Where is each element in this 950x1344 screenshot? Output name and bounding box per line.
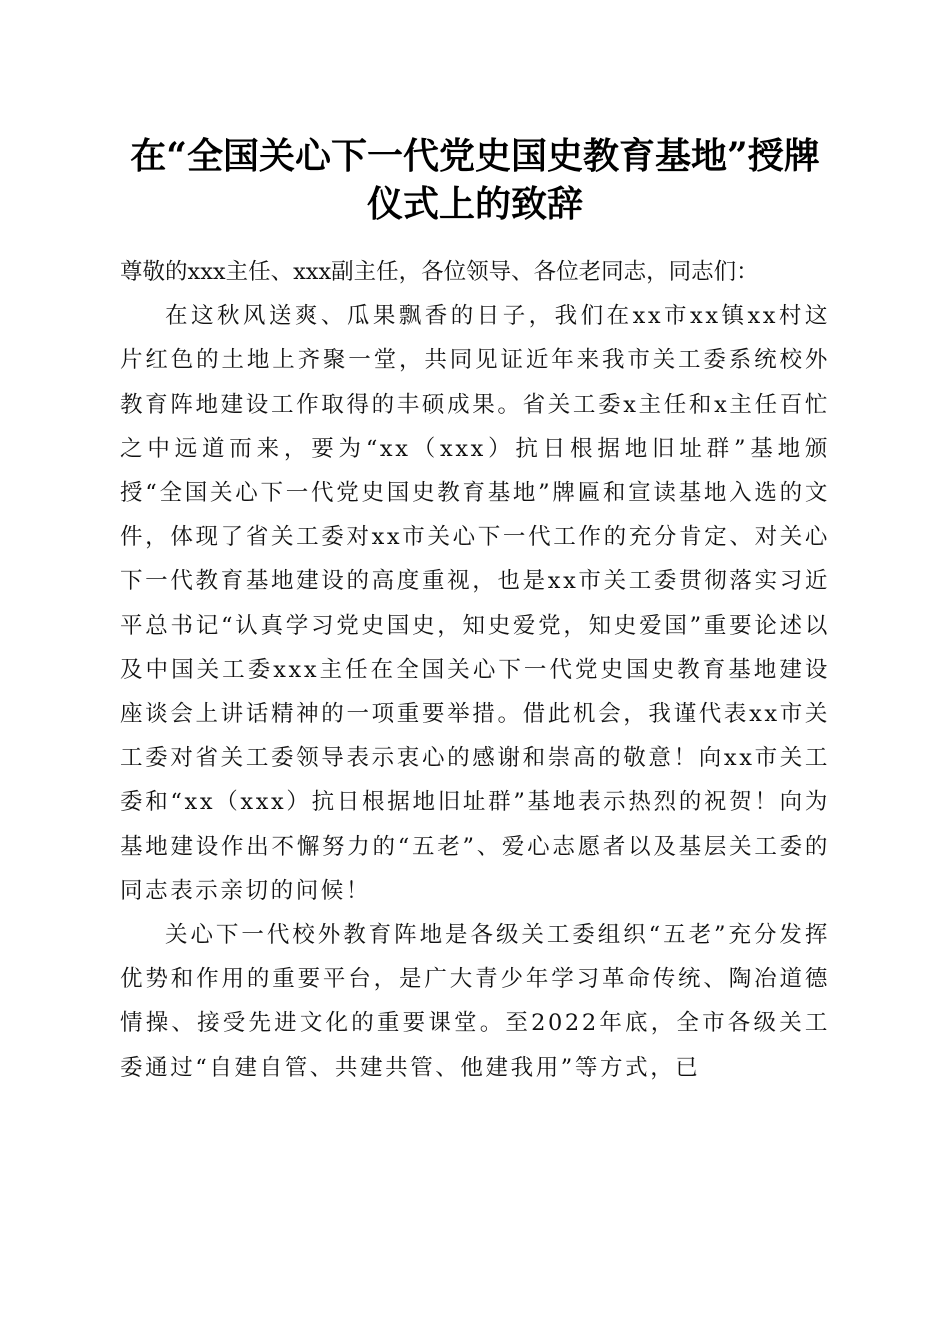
paragraph-1: 在这秋风送爽、瓜果飘香的日子，我们在xx市xx镇xx村这片红色的土地上齐聚一堂，共同见证近年来我市关工委系统校外教育阵地建设工作取得的丰硕成果。省关工委x主任和x主任百忙之中远道而来，要为“xx（xxx）抗日根据地旧址群”基地颁授“全国关心下一代党史国史教育基地”牌匾和宣读基地入选的文件，体现了省关工委对xx市关心下一代工作的充分肯定、对关心下一代教育基地建设的高度重视，也是xx市关工委贯彻落实习近平总书记“认真学习党史国史，知史爱党，知史爱国”重要论述以及中国关工委xxx主任在全国关心下一代党史国史教育基地建设座谈会上讲话精神的一项重要举措。借此机会，我谨代表xx市关工委对省关工委领导表示衷心的感谢和崇高的敬意！向xx市关工委和“xx（xxx）抗日根据地旧址群”基地表示热烈的祝贺！向为基地建设作出不懈努力的“五老”、爱心志愿者以及基层关工委的同志表示亲切的问候！	[120, 303, 830, 904]
document-title	[110, 132, 840, 228]
salutation: 尊敬的xxx主任、xxx副主任，各位领导、各位老同志，同志们：	[120, 259, 759, 285]
paragraph-2: 关心下一代校外教育阵地是各级关工委组织“五老”充分发挥优势和作用的重要平台，是广大青少年学习革命传统、陶冶道德情操、接受先进文化的重要课堂。至2022年底，全市各级关工委通过“自建自管、共建共管、他建我用”等方式，已	[120, 922, 830, 1081]
title-line-1: 在“全国关心下一代党史国史教育基地”授牌	[130, 135, 820, 177]
document-body	[120, 250, 830, 1090]
title-line-2: 仪式上的致辞	[366, 183, 583, 225]
